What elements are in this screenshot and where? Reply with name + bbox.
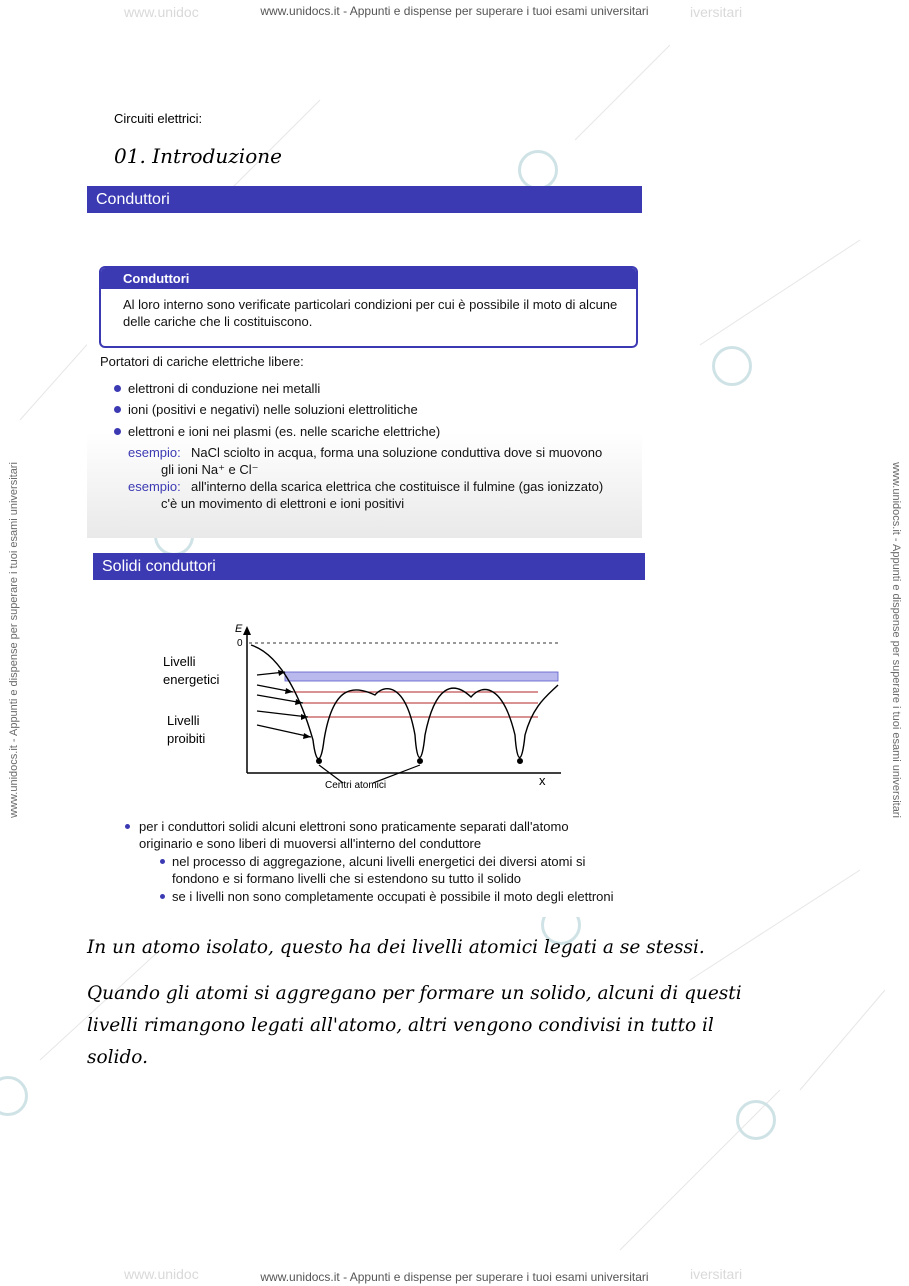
example-label: esempio:: [128, 479, 181, 494]
example-text: gli ioni Na⁺ e Cl⁻: [161, 462, 259, 477]
note-line: solido.: [87, 1047, 149, 1068]
unidocs-logo-icon: [518, 150, 558, 190]
example-text: c'è un movimento di elettroni e ioni positivi: [161, 496, 405, 511]
intro-text: Portatori di cariche elettriche libere:: [100, 354, 304, 369]
slide-title: Solidi conduttori: [93, 553, 645, 580]
bullet-dot: [125, 824, 130, 829]
slide-conduttori: [87, 186, 642, 538]
definition-block: [99, 266, 638, 348]
watermark-left: www.unidocs.it - Appunti e dispense per superare i tuoi esami universitari: [8, 462, 20, 818]
note-line: Quando gli atomi si aggregano per formare un solido, alcuni di questi: [87, 983, 742, 1004]
sub-bullet-dot: [160, 859, 165, 864]
bullet-dot: [114, 428, 121, 435]
document-heading: 01. Introduzione: [114, 144, 282, 168]
slide-solidi-conduttori: [93, 553, 645, 917]
energy-diagram: [153, 625, 573, 800]
bullet-dot: [114, 406, 121, 413]
levels-forbidden-label: proibiti: [167, 731, 206, 746]
block-title: Conduttori: [101, 268, 636, 289]
bullet-item: elettroni e ioni nei plasmi (es. nelle scariche elettriche): [128, 424, 441, 439]
watermark-faint-left-top: www.unidoc: [124, 4, 199, 20]
levels-energy-label: Livelli: [163, 654, 196, 669]
document-label: Circuiti elettrici:: [114, 111, 203, 126]
bullet-item: ioni (positivi e negativi) nelle soluzioni elettrolitiche: [128, 402, 418, 417]
example-label: esempio:: [128, 445, 181, 460]
bullet-dot: [114, 385, 121, 392]
atomic-centers-label: Centri atomici: [325, 780, 387, 791]
bullet-text: per i conduttori solidi alcuni elettroni sono praticamente separati dall'atomo: [139, 819, 569, 834]
note-line: livelli rimangono legati all'atomo, altri vengono condivisi in tutto il: [87, 1015, 714, 1036]
watermark-faint-right-top: iversitari: [690, 4, 743, 20]
bullet-text: originario e sono liberi di muoversi all'interno del conduttore: [139, 836, 482, 851]
unidocs-logo-icon: [736, 1100, 776, 1140]
bullet-item: elettroni di conduzione nei metalli: [128, 381, 321, 396]
slide-title: Conduttori: [87, 186, 642, 213]
sub-bullet-text: fondono e si formano livelli che si estendono su tutto il solido: [172, 871, 522, 886]
watermark-bottom: www.unidocs.it - Appunti e dispense per superare i tuoi esami universitari: [260, 1270, 649, 1284]
zero-label: 0: [237, 638, 243, 649]
levels-energy-label: energetici: [163, 672, 220, 687]
watermark-top: www.unidocs.it - Appunti e dispense per superare i tuoi esami universitari: [260, 4, 649, 18]
unidocs-logo-icon: [712, 346, 752, 386]
example-text: all'interno della scarica elettrica che costituisce il fulmine (gas ionizzato): [191, 479, 604, 494]
axis-x-label: x: [539, 773, 546, 788]
watermark-faint-right-bottom: iversitari: [690, 1266, 743, 1282]
axis-y-label: E: [235, 623, 243, 635]
levels-forbidden-label: Livelli: [167, 713, 200, 728]
note-line: In un atomo isolato, questo ha dei livelli atomici legati a se stessi.: [87, 937, 705, 958]
energy-level-figure: [153, 625, 573, 800]
block-text: Al loro interno sono verificate particolari condizioni per cui è possibile il moto di alcune delle cariche che li costituiscono.: [123, 297, 618, 329]
example-text: NaCl sciolto in acqua, forma una soluzione conduttiva dove si muovono: [191, 445, 603, 460]
sub-bullet-dot: [160, 894, 165, 899]
sub-bullet-text: se i livelli non sono completamente occupati è possibile il moto degli elettroni: [172, 889, 614, 904]
watermark-faint-left-bottom: www.unidoc: [124, 1266, 199, 1282]
watermark-right: www.unidocs.it - Appunti e dispense per superare i tuoi esami universitari: [890, 462, 902, 818]
sub-bullet-text: nel processo di aggregazione, alcuni livelli energetici dei diversi atomi si: [172, 854, 586, 869]
